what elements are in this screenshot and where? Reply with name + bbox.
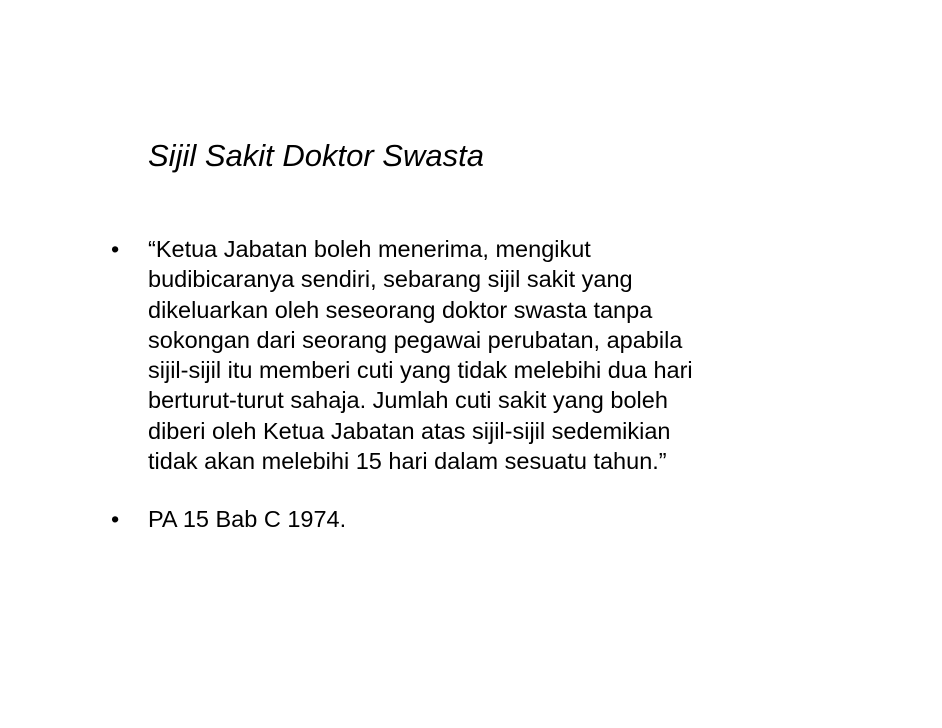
- quote-line: budibicaranya sendiri, sebarang sijil sakit yang: [148, 266, 633, 293]
- quote-line: sokongan dari seorang pegawai perubatan, apabila: [148, 326, 683, 353]
- bullet-marker: •: [111, 236, 120, 262]
- slide-title: Sijil Sakit Doktor Swasta: [148, 138, 484, 173]
- bullet-marker: •: [111, 506, 120, 533]
- bullet-item-reference: [0, 504, 848, 534]
- quote-line: diberi oleh Ketua Jabatan atas sijil-sijil sedemikian: [148, 417, 671, 444]
- quote-line: “Ketua Jabatan boleh menerima, mengikut: [148, 236, 591, 262]
- quote-line: tidak akan melebihi 15 hari dalam sesuatu tahun.”: [148, 448, 667, 475]
- bullet-item-quote: [0, 234, 848, 476]
- quote-line: berturut-turut sahaja. Jumlah cuti sakit yang boleh: [148, 387, 668, 414]
- quote-line: dikeluarkan oleh seseorang doktor swasta tanpa: [148, 296, 653, 323]
- quote-line: sijil-sijil itu memberi cuti yang tidak melebihi dua hari: [148, 357, 693, 384]
- reference-line: PA 15 Bab C 1974.: [148, 506, 347, 533]
- bullet-list: [0, 234, 942, 535]
